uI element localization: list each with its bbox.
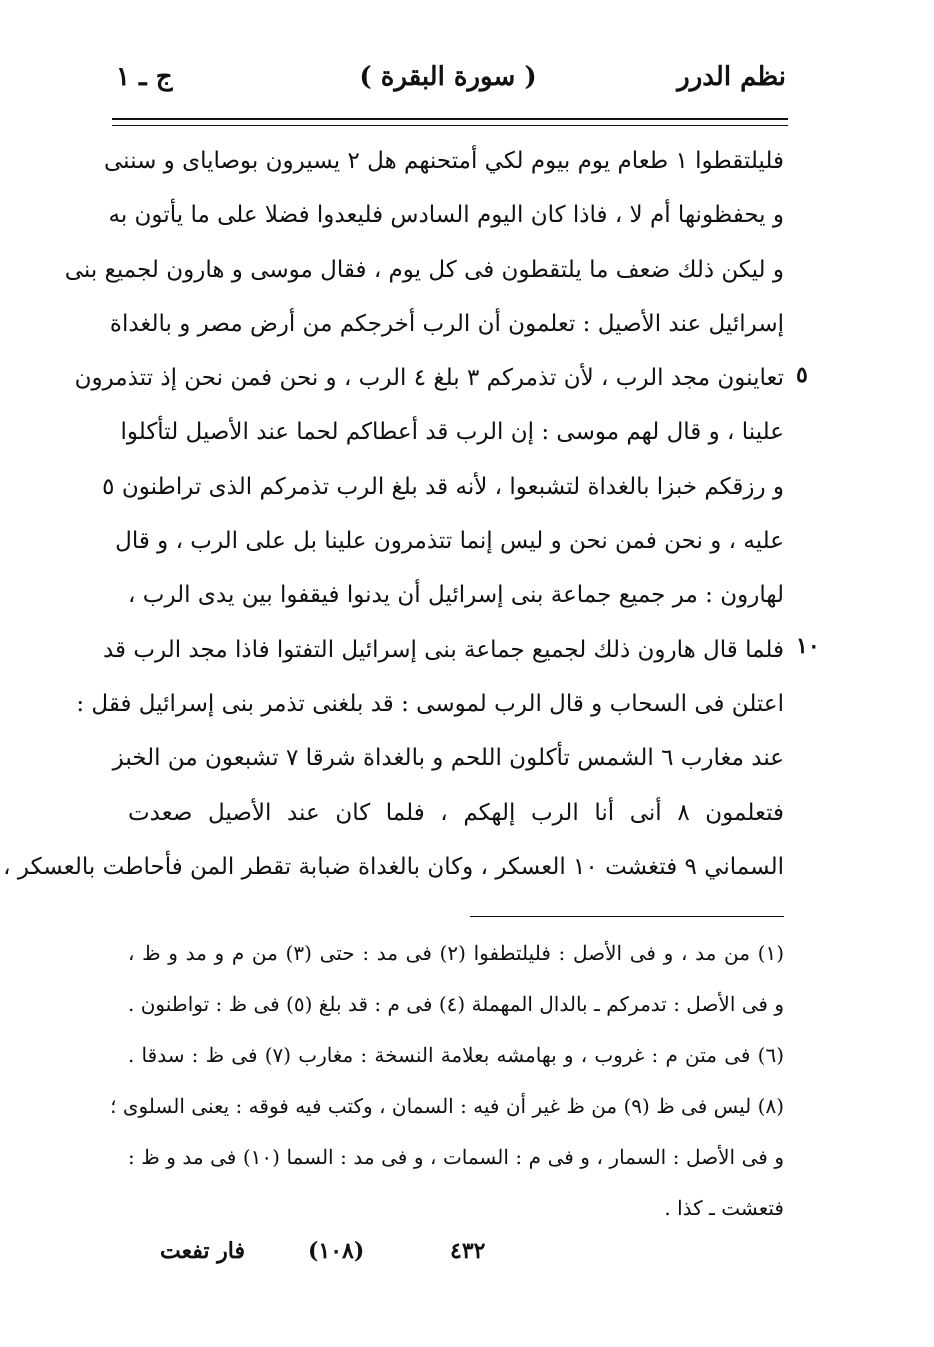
page-footer — [0, 1238, 934, 1278]
text-line: لهارون : مر جميع جماعة بنى إسرائيل أن يدنوا فيقفوا بين يدى الرب ، — [128, 582, 784, 609]
text-line: إسرائيل عند الأصيل : تعلمون أن الرب أخرجكم من أرض مصر و بالغداة — [109, 310, 784, 337]
catchword: فار تفعت — [160, 1238, 245, 1264]
text-line: فليلتقطوا ١ طعام يوم بيوم لكي أمتحنهم هل ٢ يسيرون بوصاياى و سننى — [104, 148, 784, 174]
header-rule-thick — [112, 118, 788, 120]
footnote-separator — [470, 916, 784, 917]
margin-line-number-10: ١٠ — [796, 633, 820, 659]
footnote-line: (١) من مد ، و فى الأصل : فليلتطفوا (٢) فى مد : حتى (٣) من م و مد و ظ ، — [128, 941, 784, 965]
footnote-line: فتعشت ـ كذا . — [664, 1196, 784, 1220]
text-line: اعتلن فى السحاب و قال الرب لموسى : قد بلغنى تذمر بنى إسرائيل فقل : — [76, 690, 784, 717]
text-line: السماني ٩ فتغشت ١٠ العسكر ، وكان بالغداة ضبابة تقطر المن فأحاطت بالعسكر ، — [3, 853, 784, 880]
footnote-line: و فى الأصل : السمار ، و فى م : السمات ، و فى مد : السما (١٠) فى مد و ظ : — [128, 1145, 784, 1169]
text-line: و رزقكم خبزا بالغداة لتشبعوا ، لأنه قد بلغ الرب تذمركم الذى تراطنون ٥ — [102, 473, 784, 500]
text-line: فلما قال هارون ذلك لجميع جماعة بنى إسرائيل التفتوا فاذا مجد الرب قد — [102, 636, 784, 663]
page-number: ٤٣٢ — [450, 1238, 486, 1264]
running-header — [110, 62, 786, 112]
footnote-line: و فى الأصل : تدمركم ـ بالدال المهملة (٤) فى م : قد بلغ (٥) فى ظ : تواطنون . — [128, 992, 785, 1016]
surah-title: ( سورة البقرة ) — [359, 62, 537, 92]
text-line: عند مغارب ٦ الشمس تأكلون اللحم و بالغداة شرقا ٧ تشبعون من الخبز — [112, 745, 784, 772]
text-line: عليه ، و نحن فمن نحن و ليس إنما تتذمرون علينا بل على الرب ، و قال — [115, 528, 784, 555]
text-line: و يحفظونها أم لا ، فاذا كان اليوم السادس فليعدوا فضلا على ما يأتون به — [108, 202, 784, 229]
footnote-line: (٦) فى متن م : غروب ، و بهامشه بعلامة النسخة : مغارب (٧) فى ظ : سدقا . — [128, 1043, 785, 1067]
book-title: نظم الدرر — [677, 62, 786, 92]
text-line: فتعلمون ٨ أنى أنا الرب إلهكم ، فلما كان عند الأصيل صعدت — [128, 799, 784, 826]
text-line: تعاينون مجد الرب ، لأن تذمركم ٣ بلغ ٤ الرب ، و نحن فمن نحن إذ تتذمرون — [74, 365, 784, 392]
text-line: و ليكن ذلك ضعف ما يلتقطون فى كل يوم ، فقال موسى و هارون لجميع بنى — [64, 256, 784, 283]
footnote-line: (٨) ليس فى ظ (٩) من ظ غير أن فيه : السمان ، وكتب فيه فوقه : يعنى السلوى ؛ — [110, 1094, 784, 1118]
signature-number: (١٠٨) — [308, 1238, 365, 1264]
text-line: علينا ، و قال لهم موسى : إن الرب قد أعطاكم لحما عند الأصيل لتأكلوا — [120, 419, 784, 446]
main-text — [3, 134, 784, 894]
volume-number: ج ـ ١ — [116, 62, 173, 92]
margin-line-number-5: ٥ — [796, 362, 808, 388]
footnotes — [110, 928, 785, 1234]
header-rule-thin — [112, 125, 788, 126]
